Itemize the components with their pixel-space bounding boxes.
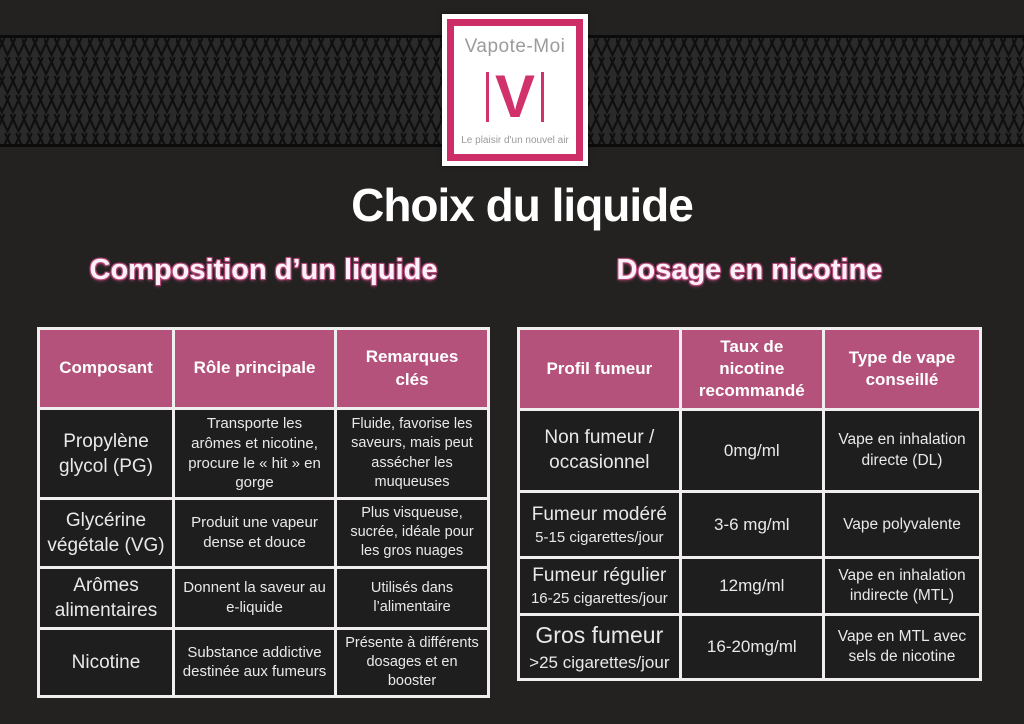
- cell-composant: Nicotine: [39, 628, 174, 696]
- cell-composant: Propylène glycol (PG): [39, 409, 174, 499]
- section-title-composition: Composition d’un liquide: [89, 254, 438, 286]
- logo-frame: [447, 19, 583, 161]
- cell-type-vape: Vape en inhalation indirecte (MTL): [823, 558, 980, 615]
- cell-profil: [519, 558, 681, 615]
- profile-detail: >25 cigarettes/jour: [529, 652, 670, 672]
- brand-monogram: [486, 63, 544, 130]
- cell-profil: [519, 492, 681, 558]
- page-title: Choix du liquide: [351, 179, 693, 231]
- cell-composant: Glycérine végétale (VG): [39, 499, 174, 567]
- monogram-bar-right-icon: [541, 72, 544, 122]
- table-row: [39, 628, 489, 696]
- cell-role: Transporte les arômes et nicotine, procure le « hit » en gorge: [174, 409, 336, 499]
- table-row: [519, 558, 981, 615]
- dosage-header-row: [519, 329, 981, 410]
- composition-header-row: [39, 329, 489, 409]
- cell-role: Substance addictive destinée aux fumeurs: [174, 628, 336, 696]
- table-row: [39, 567, 489, 628]
- column-header-taux: Taux de nicotine recommandé: [680, 329, 823, 410]
- table-row: [519, 492, 981, 558]
- profile-label: Fumeur modéré: [531, 503, 667, 525]
- cell-type-vape: Vape en inhalation directe (DL): [823, 410, 980, 492]
- cell-remarques: Utilisés dans l’alimentaire: [336, 567, 489, 628]
- cell-taux: 16-20mg/ml: [680, 615, 823, 680]
- cell-taux: 12mg/ml: [680, 558, 823, 615]
- profile-detail: 5-15 cigarettes/jour: [535, 528, 664, 546]
- cell-role: Donnent la saveur au e-liquide: [174, 567, 336, 628]
- column-header-profil: Profil fumeur: [519, 329, 681, 410]
- cell-taux: 3-6 mg/ml: [680, 492, 823, 558]
- brand-name: Vapote-Moi: [464, 36, 566, 57]
- column-header-type-vape: Type de vape conseillé: [823, 329, 980, 410]
- cell-remarques: Plus visqueuse, sucrée, idéale pour les gros nuages: [336, 499, 489, 567]
- cell-taux: 0mg/ml: [680, 410, 823, 492]
- table-row: [519, 615, 981, 680]
- cell-composant: Arômes alimentaires: [39, 567, 174, 628]
- cell-remarques: Présente à différents dosages et en booster: [336, 628, 489, 696]
- brand-tagline: Le plaisir d'un nouvel air: [461, 135, 569, 146]
- table-row: [519, 410, 981, 492]
- table-row: [39, 409, 489, 499]
- column-header-role: Rôle principale: [174, 329, 336, 409]
- profile-label: Gros fumeur: [535, 622, 664, 649]
- monogram-v-icon: V: [494, 63, 536, 130]
- profile-label: Non fumeur / occasionnel: [544, 427, 655, 474]
- profile-detail: 16-25 cigarettes/jour: [530, 590, 668, 608]
- composition-table: [37, 327, 490, 698]
- dosage-table: [517, 327, 982, 681]
- cell-role: Produit une vapeur dense et douce: [174, 499, 336, 567]
- column-header-remarques: Remarques clés: [336, 329, 489, 409]
- profile-label: Fumeur régulier: [532, 565, 667, 587]
- brand-logo: [442, 14, 588, 166]
- column-header-composant: Composant: [39, 329, 174, 409]
- cell-type-vape: Vape en MTL avec sels de nicotine: [823, 615, 980, 680]
- cell-remarques: Fluide, favorise les saveurs, mais peut assécher les muqueuses: [336, 409, 489, 499]
- cell-type-vape: Vape polyvalente: [823, 492, 980, 558]
- cell-profil: [519, 615, 681, 680]
- section-title-dosage: Dosage en nicotine: [616, 254, 883, 286]
- monogram-bar-left-icon: [486, 72, 489, 122]
- table-row: [39, 499, 489, 567]
- cell-profil: [519, 410, 681, 492]
